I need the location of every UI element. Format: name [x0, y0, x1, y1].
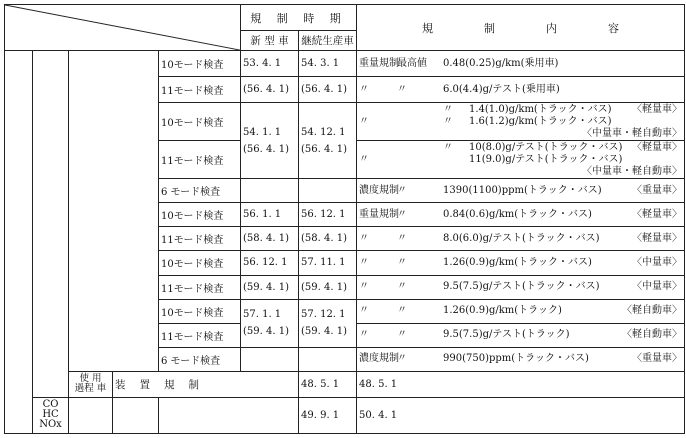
continuing-date-line: (56. 4. 1) [301, 143, 347, 155]
regulation-value: 8.0(6.0)g/テスト(トラック・バス) [443, 232, 600, 244]
vehicle-class: 〈軽量車〉 [632, 208, 682, 220]
pollutant-co: CO [42, 399, 59, 411]
new-model-date [241, 347, 299, 371]
continuing-date: (58. 4. 1) [299, 227, 357, 251]
regulation-value: 9.5(7.5)g/テスト(トラック・バス) [443, 281, 600, 293]
regulation-category: 〃 [359, 83, 369, 95]
continuing-date-line: 54. 12. 1 [301, 126, 346, 138]
device-column-blank [113, 397, 159, 433]
test-mode: 6 モード検査 [159, 179, 241, 203]
regulation-period-heading: 規 制 時 期 [241, 5, 357, 31]
regulation-value: 6.0(4.4)g/テスト(乗用車) [443, 83, 560, 95]
test-mode: 10モード検査 [159, 51, 241, 77]
regulation-category: 〃 [359, 305, 369, 317]
new-model-date-line: (59. 4. 1) [243, 326, 289, 338]
regulation-value: 1.26(0.9)g/km(トラック) [443, 305, 562, 317]
regulation-value: 0.48(0.25)g/km(乗用車) [443, 57, 559, 69]
value-kind: 〃 [397, 281, 407, 293]
regulation-content [357, 77, 685, 103]
regulation-content [357, 141, 685, 179]
usage-label-top: 使 用 [79, 373, 102, 385]
regulation-category: 〃 [359, 256, 369, 268]
ditto-mark: 〃 [443, 103, 453, 115]
vehicle-class: 〈軽自動車〉 [622, 305, 682, 317]
test-column-blank [159, 397, 299, 433]
regulation-content [357, 323, 685, 347]
regulation-category: 濃度規制 [359, 184, 399, 196]
continuing-date: (56. 4. 1) [299, 77, 357, 103]
regulation-content [357, 203, 685, 227]
regulation-value: 0.84(0.6)g/km(トラック・バス) [443, 208, 592, 220]
device-regulation-label: 装置規制 [113, 371, 299, 397]
vehicle-class: 〈軽自動車〉 [622, 329, 682, 341]
continuing-date: 57. 11. 1 [299, 251, 357, 275]
regulation-category: 重量規制 [359, 57, 399, 69]
vehicle-class: 〈中量車〉 [632, 256, 682, 268]
continuing-date [299, 179, 357, 203]
regulation-content [357, 299, 685, 323]
regulation-category: 濃度規制 [359, 353, 399, 365]
new-model-date: (56. 4. 1) [241, 77, 299, 103]
continuing-date [299, 299, 357, 347]
value-kind: 〃 [397, 184, 407, 196]
new-model-date [241, 103, 299, 179]
continuing-date: 48. 5. 1 [357, 371, 685, 397]
vehicle-class: 〈軽量車〉 [632, 232, 682, 244]
new-model-date: (58. 4. 1) [241, 227, 299, 251]
value-kind: 〃 [397, 256, 407, 268]
test-mode: 11モード検査 [159, 323, 241, 347]
usage-vehicle-label [69, 371, 113, 397]
continuing-date: 56. 12. 1 [299, 203, 357, 227]
value-kind: 〃 [397, 353, 407, 365]
new-model-heading: 新 型 車 [241, 31, 299, 51]
vehicle-class: 〈重量車〉 [632, 184, 682, 196]
vehicle-class: 〈中量車〉 [632, 281, 682, 293]
pollutant-label [33, 397, 69, 433]
regulation-category: 〃 [359, 329, 369, 341]
continuing-date-line: (59. 4. 1) [301, 326, 347, 338]
continuing-date: (59. 4. 1) [299, 275, 357, 299]
new-model-date: (59. 4. 1) [241, 275, 299, 299]
new-model-date-line: (56. 4. 1) [243, 143, 289, 155]
regulation-content [357, 103, 685, 141]
device-column-blank [69, 51, 159, 372]
ditto-mark: 〃 [443, 141, 453, 153]
continuing-date-line: 57. 12. 1 [301, 309, 346, 321]
regulation-content [357, 179, 685, 203]
usage-column-blank [69, 397, 113, 433]
new-model-date: 49. 9. 1 [299, 397, 357, 433]
test-mode: 10モード検査 [159, 251, 241, 275]
regulation-value: 10(8.0)g/テスト(トラック・バス) [469, 141, 623, 153]
regulation-category: 〃 [359, 232, 369, 244]
usage-label-bottom: 過程 車 [74, 383, 107, 395]
vehicle-class: 〈軽量車〉 [632, 141, 682, 153]
test-mode: 11モード検査 [159, 141, 241, 179]
content-heading-char: 内 [546, 21, 557, 35]
vehicle-class: 〈中量車・軽自動車〉 [582, 127, 682, 139]
diagonal-line [5, 5, 240, 50]
continuing-date: 50. 4. 1 [357, 397, 685, 433]
continuing-date: 54. 3. 1 [299, 51, 357, 77]
new-model-date: 56. 1. 1 [241, 203, 299, 227]
test-mode: 6 モード検査 [159, 347, 241, 371]
regulation-table [4, 4, 685, 434]
regulation-value: 1.26(0.9)g/km(トラック・バス) [443, 256, 592, 268]
regulation-category: 〃 [359, 115, 369, 127]
header-diagonal-cell [5, 5, 241, 51]
new-model-date [241, 179, 299, 203]
usage-column-blank [33, 51, 69, 398]
test-mode: 10モード検査 [159, 203, 241, 227]
test-mode: 11モード検査 [159, 227, 241, 251]
regulation-value: 1390(1100)ppm(トラック・バス) [443, 184, 602, 196]
pollutant-nox: NOx [39, 419, 62, 431]
new-model-date: 53. 4. 1 [241, 51, 299, 77]
ditto-mark: 〃 [443, 115, 453, 127]
value-kind: 〃 [397, 208, 407, 220]
continuing-production-heading: 継続生産車 [299, 31, 357, 51]
regulation-value: 1.4(1.0)g/km(トラック・バス) [469, 103, 612, 115]
regulation-content [357, 227, 685, 251]
content-heading-char: 制 [484, 21, 495, 35]
regulation-category: 〃 [359, 281, 369, 293]
value-kind: 〃 [397, 305, 407, 317]
test-mode: 10モード検査 [159, 103, 241, 141]
test-mode: 10モード検査 [159, 299, 241, 323]
regulation-category: 重量規制 [359, 208, 399, 220]
regulation-content [357, 347, 685, 371]
value-kind: 最高値 [397, 57, 427, 69]
new-model-date: 56. 12. 1 [241, 251, 299, 275]
value-kind: 〃 [397, 329, 407, 341]
regulation-content [357, 275, 685, 299]
test-mode: 11モード検査 [159, 275, 241, 299]
regulation-content [357, 51, 685, 77]
new-model-date: 48. 5. 1 [299, 371, 357, 397]
regulation-content [357, 251, 685, 275]
pollutant-column-blank [5, 51, 33, 434]
regulation-category: 〃 [359, 153, 369, 165]
regulation-value: 1.6(1.2)g/km(トラック・バス) [469, 115, 612, 127]
vehicle-class: 〈中量車・軽自動車〉 [582, 165, 682, 177]
content-heading-char: 容 [608, 21, 619, 35]
continuing-date [299, 103, 357, 179]
continuing-date [299, 347, 357, 371]
new-model-date [241, 299, 299, 347]
vehicle-class: 〈軽量車〉 [632, 103, 682, 115]
pollutant-hc: HC [42, 409, 59, 421]
content-heading-char: 規 [422, 21, 433, 35]
vehicle-class: 〈重量車〉 [632, 353, 682, 365]
test-mode: 11モード検査 [159, 77, 241, 103]
value-kind: 〃 [397, 232, 407, 244]
regulation-value: 9.5(7.5)g/テスト(トラック) [443, 329, 570, 341]
new-model-date-line: 57. 1. 1 [243, 309, 282, 321]
regulation-value: 990(750)ppm(トラック・バス) [443, 353, 589, 365]
regulation-content-heading [357, 5, 685, 51]
regulation-value: 11(9.0)g/テスト(トラック・バス) [469, 153, 623, 165]
new-model-date-line: 54. 1. 1 [243, 126, 282, 138]
value-kind: 〃 [397, 83, 407, 95]
